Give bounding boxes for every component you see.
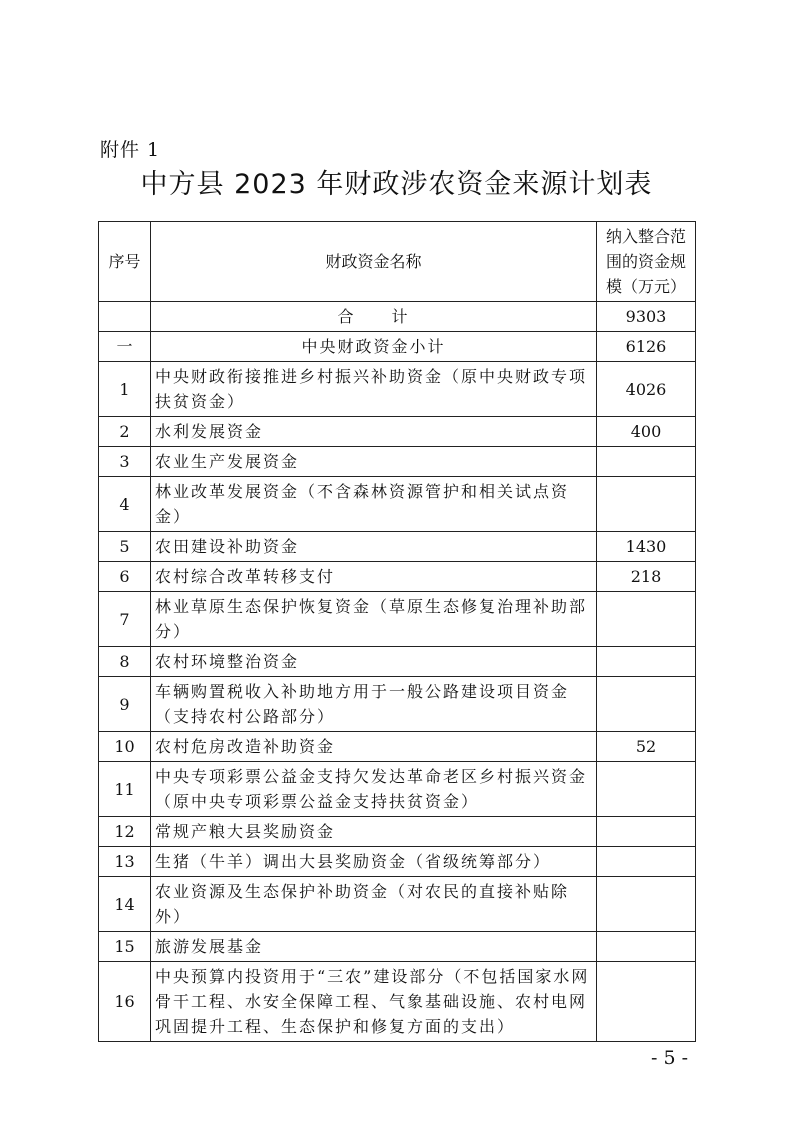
subtotal-label: 中央财政资金小计: [151, 332, 597, 362]
row-amount: 1430: [597, 532, 696, 562]
row-name: 农村环境整治资金: [151, 647, 597, 677]
table-row: [99, 962, 696, 1042]
row-amount: 52: [597, 732, 696, 762]
row-amount: [597, 817, 696, 847]
table-row: [99, 592, 696, 647]
row-seq: 1: [99, 362, 151, 417]
table-row: [99, 477, 696, 532]
row-seq: 3: [99, 447, 151, 477]
row-seq: 9: [99, 677, 151, 732]
subtotal-amount: 6126: [597, 332, 696, 362]
subtotal-row: [99, 332, 696, 362]
table-row: [99, 362, 696, 417]
total-amount: 9303: [597, 302, 696, 332]
row-name: 中央预算内投资用于“三农”建设部分（不包括国家水网骨干工程、水安全保障工程、气象基础设施、农村电网巩固提升工程、生态保护和修复方面的支出）: [151, 962, 597, 1042]
row-amount: [597, 962, 696, 1042]
row-amount: [597, 932, 696, 962]
row-name: 旅游发展基金: [151, 932, 597, 962]
row-name: 农村危房改造补助资金: [151, 732, 597, 762]
row-name: 车辆购置税收入补助地方用于一般公路建设项目资金（支持农村公路部分）: [151, 677, 597, 732]
row-seq: 7: [99, 592, 151, 647]
row-amount: [597, 677, 696, 732]
row-amount: [597, 847, 696, 877]
row-name: 生猪（牛羊）调出大县奖励资金（省级统筹部分）: [151, 847, 597, 877]
row-amount: 400: [597, 417, 696, 447]
row-seq: 15: [99, 932, 151, 962]
row-name: 中央专项彩票公益金支持欠发达革命老区乡村振兴资金（原中央专项彩票公益金支持扶贫资金）: [151, 762, 597, 817]
table-row: [99, 877, 696, 932]
table-row: [99, 732, 696, 762]
table-row: [99, 562, 696, 592]
row-seq: 2: [99, 417, 151, 447]
total-row: [99, 302, 696, 332]
row-name: 农业资源及生态保护补助资金（对农民的直接补贴除外）: [151, 877, 597, 932]
page-number: - 5 -: [650, 1047, 688, 1069]
row-seq: 10: [99, 732, 151, 762]
header-amount: 纳入整合范围的资金规模（万元）: [597, 222, 696, 302]
table-header-row: [99, 222, 696, 302]
row-seq: 6: [99, 562, 151, 592]
row-seq: 16: [99, 962, 151, 1042]
table-row: [99, 447, 696, 477]
total-seq: [99, 302, 151, 332]
row-seq: 4: [99, 477, 151, 532]
row-amount: [597, 592, 696, 647]
table-row: [99, 817, 696, 847]
table-row: [99, 932, 696, 962]
row-seq: 13: [99, 847, 151, 877]
row-amount: [597, 647, 696, 677]
row-seq: 8: [99, 647, 151, 677]
row-name: 林业草原生态保护恢复资金（草原生态修复治理补助部分）: [151, 592, 597, 647]
table-row: [99, 417, 696, 447]
row-amount: [597, 877, 696, 932]
page-title: 中方县 2023 年财政涉农资金来源计划表: [140, 169, 653, 200]
row-name: 农业生产发展资金: [151, 447, 597, 477]
row-amount: [597, 447, 696, 477]
header-seq: 序号: [99, 222, 151, 302]
row-name: 林业改革发展资金（不含森林资源管护和相关试点资金）: [151, 477, 597, 532]
row-amount: 4026: [597, 362, 696, 417]
attachment-label: 附件 1: [100, 139, 161, 161]
row-seq: 12: [99, 817, 151, 847]
row-seq: 11: [99, 762, 151, 817]
table-row: [99, 847, 696, 877]
row-amount: [597, 477, 696, 532]
row-amount: [597, 762, 696, 817]
table-row: [99, 532, 696, 562]
row-name: 水利发展资金: [151, 417, 597, 447]
row-amount: 218: [597, 562, 696, 592]
table-row: [99, 677, 696, 732]
table-row: [99, 647, 696, 677]
subtotal-seq: 一: [99, 332, 151, 362]
header-name: 财政资金名称: [151, 222, 597, 302]
row-seq: 14: [99, 877, 151, 932]
total-label: 合 计: [151, 302, 597, 332]
row-seq: 5: [99, 532, 151, 562]
row-name: 常规产粮大县奖励资金: [151, 817, 597, 847]
row-name: 农村综合改革转移支付: [151, 562, 597, 592]
row-name: 农田建设补助资金: [151, 532, 597, 562]
row-name: 中央财政衔接推进乡村振兴补助资金（原中央财政专项扶贫资金）: [151, 362, 597, 417]
funding-plan-table: [98, 221, 696, 1042]
table-row: [99, 762, 696, 817]
